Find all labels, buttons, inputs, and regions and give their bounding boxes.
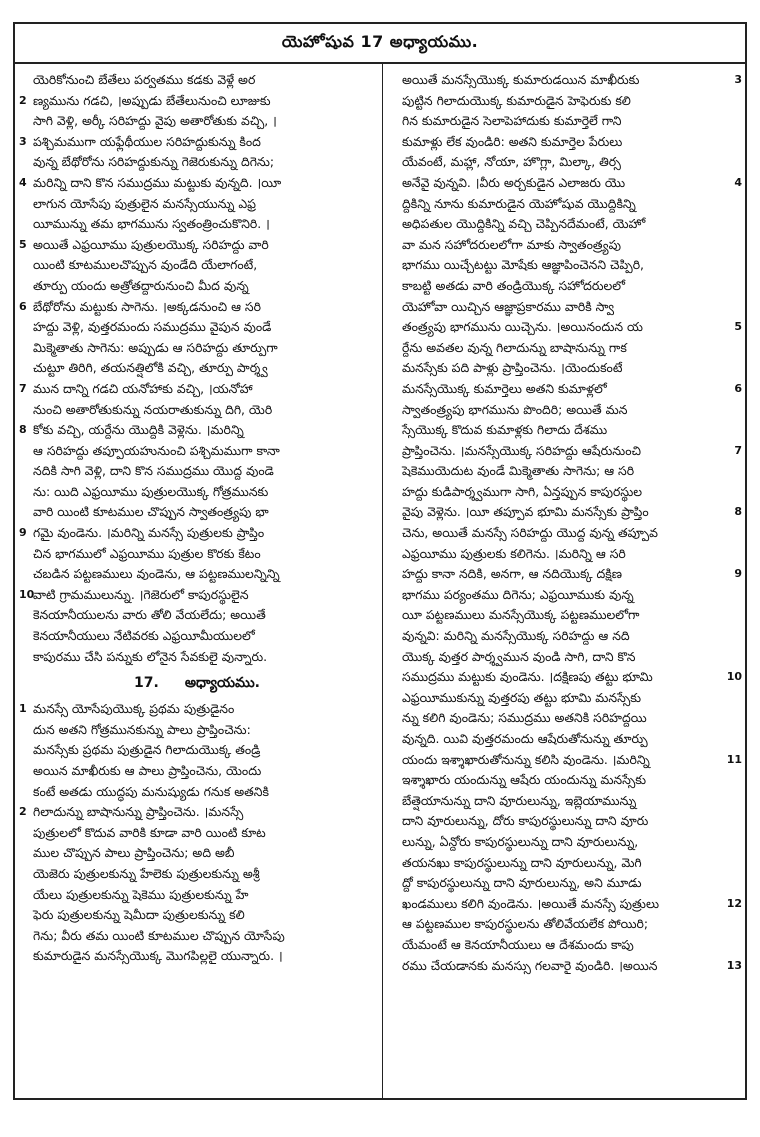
- line-text: యీ పట్టణములు మనస్సేయొక్క పట్టణములలోగా: [402, 607, 640, 623]
- line-text: స్వాతంత్ర్యపు భాగమును పొందిరి; అయితే మన: [402, 401, 628, 417]
- line-text: యింటి కూటములచొప్పున వుండేది యేలాగంటే,: [33, 257, 258, 273]
- text-line: [19, 843, 375, 864]
- line-text: గిన కుమారుడైన సెలాపెహాదుకు కుమార్తెలే గాని: [402, 113, 622, 129]
- line-text: ఖండములు కలిగి వుండెను. ।అయితే మనస్సే పుత్రులు: [402, 895, 660, 911]
- line-text: తూర్పు యందు అత్రోతద్దారునుంచి మీద వున్న: [33, 277, 249, 293]
- line-text: భాగము యిచ్చేటట్టు మోషేకు ఆజ్ఞాపించెనని చెప్పిరి,: [402, 257, 644, 273]
- text-line: [19, 338, 375, 359]
- text-line: [19, 317, 375, 338]
- line-text: బేథోరోను మట్టుకు సాగెను. ।అక్కడనుంచి ఆ సరి: [33, 298, 261, 314]
- line-text: ర్దేను అవతల వున్న గిలాదున్ను బాషానున్ను గాక: [402, 339, 627, 355]
- line-text: ప్రాప్తించెను. ।మనస్సేయొక్క సరిహద్దు ఆషేరునుంచి: [402, 442, 641, 458]
- text-line: [388, 605, 742, 626]
- text-line: [19, 761, 375, 782]
- line-text: వాటి గ్రామములున్ను. ।గెజెరులో కాపురస్థులైన: [33, 586, 249, 602]
- text-line: [388, 667, 742, 688]
- line-text: యెజెరు పుత్రులకున్ను హేలెకు పుత్రులకున్ను అశ్రీ: [33, 865, 260, 881]
- verse-number: 4: [734, 175, 742, 189]
- text-line: [19, 585, 375, 606]
- line-text: కోకు వచ్చి, యర్దేను యొద్దికి వెళ్లెను. ।మరిన్ని: [33, 422, 244, 438]
- text-line: [19, 255, 375, 276]
- text-line: [19, 605, 375, 626]
- verse-number: 3: [734, 73, 742, 86]
- text-line: [388, 853, 742, 874]
- text-line: [388, 194, 742, 215]
- text-line: [388, 750, 742, 771]
- text-line: [388, 214, 742, 235]
- line-text: తయనఖు కాపురస్థులున్ను దాని వూరులున్ను, మెగి: [402, 854, 642, 870]
- text-line: [19, 647, 375, 668]
- line-text: వారి యింటి కూటముల చొప్పున స్వాతంత్ర్యపు భా: [33, 504, 269, 520]
- verse-number: 4: [19, 175, 27, 189]
- text-line: [19, 276, 375, 297]
- verse-number: 5: [734, 320, 742, 334]
- text-line: [388, 544, 742, 565]
- line-text: అయిన మాఖీరుకు ఆ పాలు ప్రాప్తించెను, యెందు: [33, 763, 262, 778]
- text-line: [19, 400, 375, 421]
- line-text: భాగము పర్యంతము దిగెను; ఎఫ్రయీముకు వున్న: [402, 586, 634, 602]
- text-line: [19, 132, 375, 153]
- line-text: షెకెముయెదుట వుండే మిక్మెతాతు సాగెను; ఆ సరి: [402, 463, 635, 479]
- text-line: [19, 111, 375, 132]
- verse-number: 11: [726, 752, 742, 766]
- chapter-heading: [19, 667, 375, 699]
- text-line: [19, 235, 375, 256]
- line-text: కుమారుడైన మనస్సేయొక్క మొగపిల్లలై యున్నారు. ।: [33, 948, 283, 964]
- line-text: ద్దో కాపురస్థులున్ను దాని వూరులున్ను, అని మూడు: [402, 875, 642, 891]
- verse-number: 3: [19, 134, 27, 148]
- line-text: సముద్రము మట్టుకు వుండెను. ।దక్షిణపు తట్టు భూమి: [402, 669, 653, 685]
- line-text: గెను; వీరు తమ యింటి కూటముల చొప్పున యోసేపు: [33, 927, 285, 943]
- line-text: యేలు పుత్రులకున్ను షెకెము పుత్రులకున్ను హే: [33, 886, 249, 902]
- text-line: [19, 544, 375, 565]
- verse-number: 5: [19, 237, 27, 251]
- text-line: [19, 626, 375, 647]
- text-line: [388, 914, 742, 935]
- text-line: [19, 358, 375, 379]
- line-text: రము చేయడానకు మనస్సు గలవారై వుండిరి. ।అయిన: [402, 957, 658, 973]
- line-text: ఆ పట్టణముల కాపురస్థులను తోలివేయలేక పోయిరి;: [402, 916, 649, 932]
- text-line: [388, 70, 742, 91]
- text-line: [388, 956, 742, 977]
- line-text: అయితే ఎఫ్రయీము పుత్రులయొక్క సరిహద్దు వారి: [33, 236, 269, 252]
- line-text: కంటే అతడు యుద్ధపు మనుష్యుడు గనుక అతనికి: [33, 783, 269, 799]
- text-line: [388, 400, 742, 421]
- line-text: కాపురము చేసి పన్నుకు లోనైన సేవకులై వున్నారు.: [33, 648, 268, 664]
- line-text: దాని వూరులున్ను, దోరు కాపురస్థులున్ను దాని వూరు: [402, 813, 649, 829]
- line-text: సాగి వెళ్లి, అర్కీ సరిహద్దు వైపు అతారోతుకు వచ్చి, ।: [33, 113, 277, 129]
- line-text: కుమాళ్లు లేక వుండిరి: అతని కుమార్తెల పేరులు: [402, 133, 623, 149]
- line-text: నుంచి అతారోతుకున్ను నయరాతుకున్ను దిగి, యెరి: [33, 401, 273, 417]
- text-line: [19, 482, 375, 503]
- text-line: [19, 173, 375, 194]
- line-text: యందు ఇశ్శాఖారుతోనున్ను కలిసి వుండెను. ।మరిన్ని: [402, 751, 650, 767]
- text-line: [388, 132, 742, 153]
- left-column: [19, 70, 375, 1094]
- text-line: [388, 811, 742, 832]
- line-text: మనస్సే యోసేపుయొక్క ప్రథమ పుత్రుడైనం: [33, 701, 235, 717]
- verse-number: 2: [19, 93, 27, 107]
- text-line: [388, 647, 742, 668]
- text-line: [388, 152, 742, 173]
- text-line: [19, 297, 375, 318]
- text-line: [388, 461, 742, 482]
- verse-number: 6: [734, 381, 742, 395]
- line-text: యీమున్ను తమ భాగమును స్వతంత్రించుకొనిరి. ।: [33, 216, 270, 232]
- text-line: [388, 441, 742, 462]
- text-line: [19, 885, 375, 906]
- text-line: [19, 502, 375, 523]
- text-line: [19, 720, 375, 741]
- text-line: [19, 740, 375, 761]
- line-text: లాగున యోసేపు పుత్రులైన మనస్సేయున్ను ఎఫ్ర: [33, 195, 256, 211]
- line-text: మున దాన్ని గడచి యనోహాకు వచ్చి, ।యనోహా: [33, 380, 253, 396]
- column-divider: [382, 64, 383, 1098]
- line-text: ద్దికిన్ని నూను కుమారుడైన యెహోషువ యొద్దికిన్ని: [402, 195, 636, 211]
- line-text: హద్దు వెళ్లి, వుత్తరమందు సముద్రము వైపున వుండే: [33, 319, 272, 335]
- text-line: [388, 770, 742, 791]
- verse-number: 8: [19, 423, 27, 437]
- line-text: ఇశ్శాఖారు యందున్ను ఆషేరు యందున్ను మనస్సేకు: [402, 772, 647, 788]
- line-text: వైపు వెళ్లెను. ।యీ తప్పూవ భూమి మనస్సేకు ప్రాప్తిం: [402, 504, 649, 520]
- line-text: యేమంటే ఆ కెనయానీయులు ఆ దేశమందు కాపు: [402, 936, 634, 952]
- line-text: చిన భాగములో ఎఫ్రయీము పుత్రుల కొరకు కేటం: [33, 545, 261, 561]
- line-text: గిలాదున్ను బాషానున్ను ప్రాప్తించెను. ।మనస్సే: [33, 804, 244, 820]
- line-text: యెహోవా యిచ్చిన ఆజ్ఞాప్రకారము వారికి స్వా: [402, 298, 615, 314]
- text-line: [388, 358, 742, 379]
- line-text: మనస్సేయొక్క కుమార్తెలు అతని కుమాళ్లలో: [402, 380, 607, 396]
- text-line: [388, 420, 742, 441]
- text-line: [388, 235, 742, 256]
- line-text: దున అతని గోత్రమునకున్ను పాలు ప్రాప్తించెను:: [33, 721, 251, 737]
- text-line: [388, 688, 742, 709]
- right-column: [388, 70, 742, 1094]
- text-line: [19, 523, 375, 544]
- line-text: యెరికోనుంచి బేతేలు పర్వతము కడకు వెళ్లే అర: [33, 72, 256, 87]
- line-text: అనేవై వున్నవి. ।వీరు అర్చకుడైన ఎలాజరు యొ: [402, 174, 626, 190]
- text-line: [19, 379, 375, 400]
- line-text: చబడిన పట్టణములు వుండెను, ఆ పట్టణములన్నిన్ని: [33, 566, 280, 582]
- text-line: [388, 873, 742, 894]
- verse-number: 7: [19, 381, 27, 395]
- text-line: [19, 214, 375, 235]
- line-text: చుట్టూ తిరిగి, తయనత్షిలోకి వచ్చి, తూర్పు పార్శ్వ: [33, 360, 268, 376]
- line-text: తంత్ర్యపు భాగమును యిచ్చెను. ।అయినందున య: [402, 319, 643, 335]
- verse-number: 9: [19, 526, 27, 540]
- verse-number: 10: [726, 670, 742, 684]
- line-text: గమై వుండెను. ।మరిన్ని మనస్సే పుత్రులకు ప్రాప్తిం: [33, 525, 265, 541]
- page-frame: [13, 22, 747, 1100]
- line-text: హద్దు కానా నదికి, అనగా, ఆ నదియొక్క దక్షిణ: [402, 566, 622, 582]
- line-text: ఫెరు పుత్రులకున్ను షెమీదా పుత్రులకున్ను కలి: [33, 907, 245, 923]
- text-line: [388, 379, 742, 400]
- line-text: మిక్మెతాతు సాగెను: అప్పుడు ఆ సరిహద్దు తూర్పుగా: [33, 339, 278, 355]
- line-text: ఎఫ్రయీముకున్ను వుత్తరపు తట్టు భూమి మనస్సేకు: [402, 689, 642, 705]
- chapter-number: 17.: [134, 675, 159, 692]
- text-line: [388, 255, 742, 276]
- text-line: [388, 791, 742, 812]
- text-line: [19, 152, 375, 173]
- text-line: [388, 564, 742, 585]
- text-line: [388, 111, 742, 132]
- verse-number: 7: [734, 443, 742, 457]
- line-text: అయితే మనస్సేయొక్క కుమారుడయిన మాఖీరుకు: [402, 72, 640, 87]
- verse-number: 1: [19, 702, 27, 716]
- line-text: వున్నది. యివి వుత్తరమందు ఆషేరుతోనున్ను తూర్పు: [402, 731, 648, 746]
- verse-number: 12: [726, 896, 742, 910]
- text-line: [19, 864, 375, 885]
- chapter-word: అధ్యాయము.: [184, 675, 260, 692]
- page-header: [15, 24, 745, 64]
- text-line: [19, 823, 375, 844]
- line-text: ను: యిది ఎఫ్రయీము పుత్రులయొక్క గోత్రమునకు: [33, 483, 269, 499]
- text-line: [388, 729, 742, 750]
- text-line: [388, 297, 742, 318]
- text-line: [19, 946, 375, 967]
- text-line: [388, 894, 742, 915]
- line-text: మరిన్ని దాని కొన సముద్రము మట్టుకు వున్నది. ।యీ: [33, 174, 282, 190]
- line-text: ముల చొప్పున పాలు ప్రాప్తించెను; అది అబీ: [33, 845, 235, 861]
- page-title: యెహోషువ 17 అధ్యాయము.: [281, 31, 479, 51]
- text-line: [19, 782, 375, 803]
- text-line: [19, 461, 375, 482]
- line-text: స్సేయొక్క కొదువ కుమాళ్లకు గిలాదు దేశము: [402, 422, 608, 438]
- verse-number: 6: [19, 299, 27, 313]
- line-text: యేవంటే, మహ్లా, నోయా, హొగ్లా, మిల్కా, తిర్స: [402, 154, 621, 170]
- text-line: [388, 502, 742, 523]
- line-text: చెను, అయితే మనస్సే సరిహద్దు యొద్ద వున్న తప్పూవ: [402, 525, 658, 541]
- text-line: [388, 173, 742, 194]
- line-text: లున్ను, ఏన్దోరు కాపురస్థులున్ను దాని వూరులున్ను,: [402, 833, 639, 849]
- text-line: [19, 441, 375, 462]
- line-text: ఆ సరిహద్దు తప్పూయహునుంచి పశ్చిమముగా కానా: [33, 442, 280, 458]
- line-text: పశ్చిమముగా యఫ్లేథీయుల సరిహద్దుకున్ను కింద: [33, 133, 261, 149]
- line-text: వున్నవి: మరిన్ని మనస్సేయొక్క సరిహద్దు ఆ నది: [402, 628, 630, 644]
- text-line: [388, 708, 742, 729]
- line-text: కాబట్టి అతడు వారి తండ్రియొక్క సహోదరులలో: [402, 277, 626, 293]
- text-line: [19, 905, 375, 926]
- text-line: [388, 935, 742, 956]
- text-line: [388, 338, 742, 359]
- line-text: పుట్టిన గిలాదుయొక్క కుమారుడైన హెఫెరుకు కలి: [402, 92, 631, 108]
- line-text: మనస్సేకు పది పాళ్లు ప్రాప్తించెను. ।యెందుకంటే: [402, 360, 623, 376]
- line-text: బేత్షెయానున్ను దాని వూరులున్ను, ఇబ్లెయామున్ను: [402, 792, 637, 808]
- text-line: [388, 832, 742, 853]
- text-line: [388, 91, 742, 112]
- verse-number: 8: [734, 505, 742, 519]
- text-line: [19, 70, 375, 91]
- line-text: అధిపతుల యొద్దికిన్ని వచ్చి చెప్పినదేమంటే, యెహో: [402, 216, 646, 232]
- text-line: [19, 91, 375, 112]
- text-line: [388, 276, 742, 297]
- line-text: పుత్రులలో కొదువ వారికి కూడా వారి యింటి కూట: [33, 824, 266, 840]
- text-line: [19, 420, 375, 441]
- text-line: [19, 564, 375, 585]
- line-text: నదికి సాగి వెళ్లి, దాని కొన సముద్రము యొద్ద వుండె: [33, 463, 274, 479]
- verse-number: 2: [19, 805, 27, 819]
- line-text: ఎఫ్రయీము పుత్రులకు కలిగెను. ।మరిన్ని ఆ సరి: [402, 545, 626, 561]
- line-text: మనస్సేకు ప్రథమ పుత్రుడైన గిలాదుయొక్క తండ్రి: [33, 742, 261, 758]
- verse-number: 10: [19, 587, 35, 601]
- line-text: కెనయానీయులను వారు తోలి వేయలేదు; అయితే: [33, 607, 266, 623]
- line-text: ణ్యమును గడచి, ।అప్పుడు బేతేలునుంచి లూజుకు: [33, 92, 271, 108]
- line-text: వున్న బేథోరోను సరిహద్దుకున్ను గెజెరుకున్ను దిగెను;: [33, 154, 275, 170]
- line-text: హద్దు కుడిపార్శ్వముగా సాగి, ఏన్తప్పున కాపురస్థుల: [402, 483, 643, 499]
- text-line: [19, 926, 375, 947]
- text-line: [388, 523, 742, 544]
- line-text: వా మన సహోదరులలోగా మాకు స్వాతంత్ర్యపు: [402, 236, 621, 252]
- text-line: [388, 482, 742, 503]
- text-line: [388, 585, 742, 606]
- text-line: [388, 317, 742, 338]
- text-line: [19, 194, 375, 215]
- line-text: కెనయానీయులు నేటివరకు ఎఫ్రయీమీయులలో: [33, 628, 255, 644]
- text-line: [19, 802, 375, 823]
- line-text: యొక్క వుత్తర పార్శ్వమున వుండి సాగి, దాని కొన: [402, 648, 636, 664]
- text-columns: [15, 64, 745, 1098]
- text-line: [19, 699, 375, 720]
- line-text: న్ను కలిగి వుండెను; సముద్రము అతనికి సరిహద్దయి: [402, 710, 647, 726]
- verse-number: 13: [726, 958, 742, 972]
- verse-number: 9: [734, 567, 742, 581]
- text-line: [388, 626, 742, 647]
